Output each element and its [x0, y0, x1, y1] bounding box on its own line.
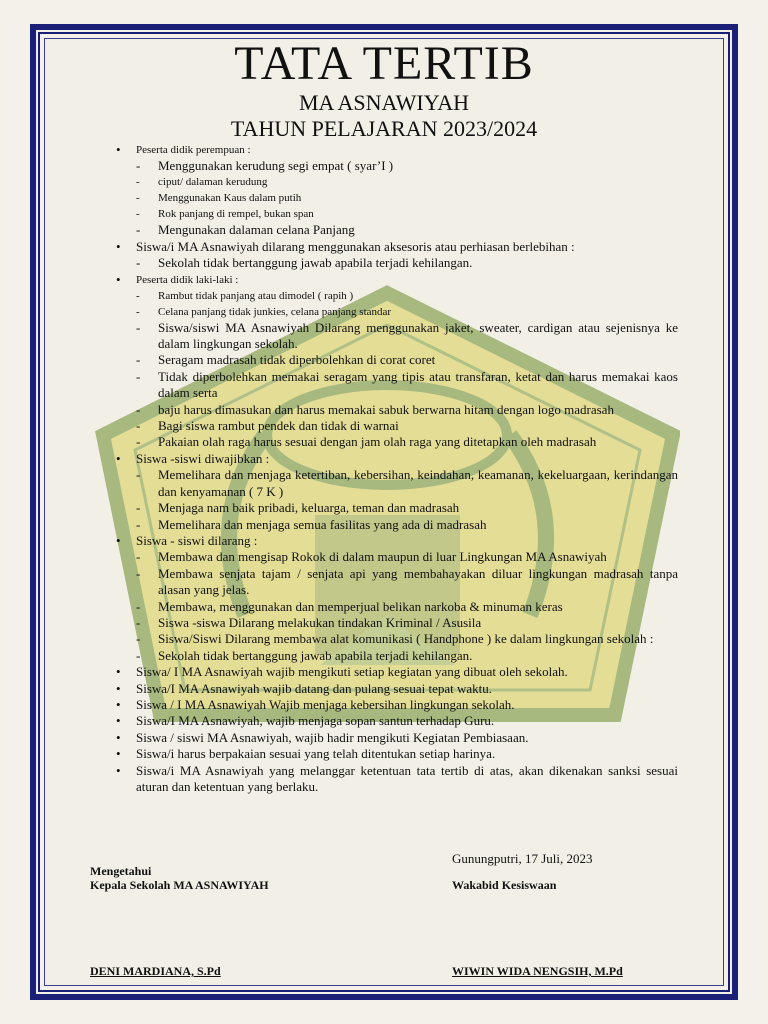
rule-sub-item: - Pakaian olah raga harus sesuai dengan jam olah raga yang ditetapkan oleh madrasah [116, 434, 678, 450]
signature-place-date: Gunungputri, 17 Juli, 2023 [452, 851, 593, 866]
rule-item: • Siswa/i MA Asnawiyah yang melanggar ketentuan tata tertib di atas, akan dikenakan sanksi sesuai aturan dan ketentuan yang berlaku. [116, 763, 678, 796]
school-name: MA ASNAWIYAH [299, 90, 469, 115]
principal-name: DENI MARDIANA, S.Pd [90, 964, 221, 978]
rule-sub-item: - Siswa -siswa Dilarang melakukan tindakan Kriminal / Asusila [116, 615, 678, 631]
rule-item: • Siswa/I MA Asnawiyah wajib datang dan pulang sesuai tepat waktu. [116, 681, 678, 697]
rule-sub-item: - Menggunakan kerudung segi empat ( syar’I ) [116, 158, 678, 174]
signature-acknowledged-label: Mengetahui [90, 864, 152, 878]
rule-sub-item: - Sekolah tidak bertanggung jawab apabila terjadi kehilangan. [116, 255, 678, 271]
rule-sub-item: - Sekolah tidak bertanggung jawab apabila terjadi kehilangan. [116, 648, 678, 664]
rule-item: • Siswa - siswi dilarang : [116, 533, 678, 549]
academic-year: TAHUN PELAJARAN 2023/2024 [230, 116, 538, 141]
rule-sub-item: - Bagi siswa rambut pendek dan tidak di warnai [116, 418, 678, 434]
rule-sub-item: - Tidak diperbolehkan memakai seragam yang tipis atau transfaran, ketat dan harus memakai kaos dalam serta [116, 369, 678, 402]
rule-item: • Siswa / I MA Asnawiyah Wajib menjaga kebersihan lingkungan sekolah. [116, 697, 678, 713]
rule-sub-item: - ciput/ dalaman kerudung [116, 174, 678, 190]
rules-list [116, 142, 678, 795]
rule-sub-item: - Membawa, menggunakan dan memperjual belikan narkoba & minuman keras [116, 599, 678, 615]
rule-sub-item: - Menjaga nam baik pribadi, keluarga, teman dan madrasah [116, 500, 678, 516]
rule-sub-item: - Membawa dan mengisap Rokok di dalam maupun di luar Lingkungan MA Asnawiyah [116, 549, 678, 565]
rule-item: • Siswa/ I MA Asnawiyah wajib mengikuti setiap kegiatan yang dibuat oleh sekolah. [116, 664, 678, 680]
rule-sub-item: - Memelihara dan menjaga semua fasilitas yang ada di madrasah [116, 517, 678, 533]
rule-item: • Siswa/I MA Asnawiyah, wajib menjaga sopan santun terhadap Guru. [116, 713, 678, 729]
rule-sub-item: - Rok panjang di rempel, bukan span [116, 206, 678, 222]
rule-sub-item: - Memelihara dan menjaga ketertiban, kebersihan, keindahan, keamanan, kekeluargaan, kerindangan dan kenyamanan ( 7 K ) [116, 467, 678, 500]
document-title: TATA TERTIB [234, 37, 534, 90]
rule-sub-item: - Celana panjang tidak junkies, celana panjang standar [116, 304, 678, 320]
rule-item: • Siswa/i harus berpakaian sesuai yang telah ditentukan setiap harinya. [116, 746, 678, 762]
signature-vice-title: Wakabid Kesiswaan [452, 878, 557, 892]
signature-principal-title: Kepala Sekolah MA ASNAWIYAH [90, 878, 269, 892]
rule-sub-item: - Mengunakan dalaman celana Panjang [116, 222, 678, 238]
rule-item: • Siswa / siswi MA Asnawiyah, wajib hadir mengikuti Kegiatan Pembiasaan. [116, 730, 678, 746]
rule-sub-item: - Menggunakan Kaus dalam putih [116, 190, 678, 206]
rule-item: • Peserta didik perempuan : [116, 142, 678, 158]
rule-sub-item: - Rambut tidak panjang atau dimodel ( rapih ) [116, 288, 678, 304]
rule-sub-item: - Seragam madrasah tidak diperbolehkan di corat coret [116, 352, 678, 368]
rule-item: • Peserta didik laki-laki : [116, 272, 678, 288]
rule-item: • Siswa/i MA Asnawiyah dilarang menggunakan aksesoris atau perhiasan berlebihan : [116, 239, 678, 255]
vice-principal-name: WIWIN WIDA NENGSIH, M.Pd [452, 964, 623, 978]
rule-item: • Siswa -siswi diwajibkan : [116, 451, 678, 467]
rule-sub-item: - Siswa/siswi MA Asnawiyah Dilarang menggunakan jaket, sweater, cardigan atau sejenisnya ke dalam lingkungan sekolah. [116, 320, 678, 353]
rule-sub-item: - Siswa/Siswi Dilarang membawa alat komunikasi ( Handphone ) ke dalam lingkungan sekolah : [116, 631, 678, 647]
rule-sub-item: - Membawa senjata tajam / senjata api yang membahayakan diluar lingkungan madrasah tanpa alasan yang jelas. [116, 566, 678, 599]
rule-sub-item: - baju harus dimasukan dan harus memakai sabuk berwarna hitam dengan logo madrasah [116, 402, 678, 418]
